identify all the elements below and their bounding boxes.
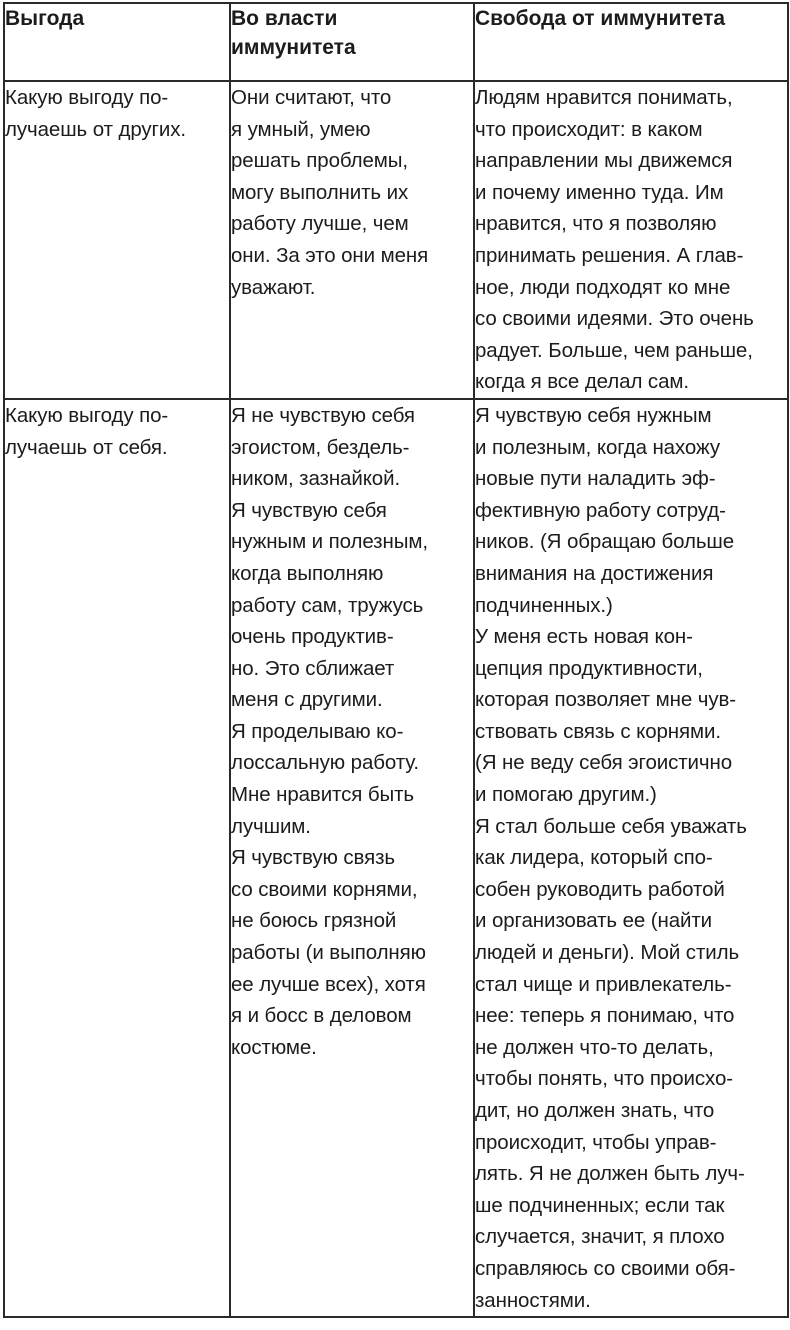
text-line: У меня есть новая кон- <box>475 625 693 649</box>
text-line: лять. Я не должен быть луч- <box>475 1162 745 1186</box>
text-line: лучаешь от себя. <box>5 435 168 459</box>
text-line: Я чувствую себя <box>231 498 387 522</box>
text-line: не должен что-то делать, <box>475 1035 714 1059</box>
text-line: Мне нравится быть <box>231 783 415 807</box>
text-line: меня с другими. <box>231 688 383 712</box>
header-line: Выгода <box>5 7 85 30</box>
text-line: собен руководить работой <box>475 877 725 901</box>
text-line: нее: теперь я понимаю, что <box>475 1004 735 1028</box>
text-line: ником, зазнайкой. <box>231 467 401 491</box>
text-line: как лидера, который спо- <box>475 846 713 870</box>
text-line: чтобы понять, что происхо- <box>475 1067 733 1091</box>
header-line: Свобода от иммунитета <box>475 7 726 30</box>
text-line: нравится, что я позволяю <box>475 212 717 236</box>
text-line: очень продуктив- <box>231 625 394 649</box>
text-line: Я стал больше себя уважать <box>475 814 747 838</box>
text-line: справляюсь со своими обя- <box>475 1256 736 1280</box>
text-line: стал чище и привлекатель- <box>475 972 732 996</box>
text-line: внимания на достижения <box>475 561 714 585</box>
row1-benefit-cell <box>4 81 230 399</box>
text-line: людей и деньги). Мой стиль <box>475 941 740 965</box>
text-line: направлении мы движемся <box>475 149 733 173</box>
text-line: Я не чувствую себя <box>231 403 415 427</box>
row1-free-cell <box>474 81 788 399</box>
text-line: Они считают, что <box>231 86 392 109</box>
text-line: уважают. <box>231 275 316 299</box>
text-line: эгоистом, бездель- <box>231 435 410 459</box>
text-line: дит, но должен знать, что <box>475 1099 715 1122</box>
text-line: случается, значит, я плохо <box>475 1225 725 1249</box>
text-line: которая позволяет мне чув- <box>475 688 737 712</box>
row2-under-immunity-cell <box>230 399 474 1317</box>
text-line: Какую выгоду по- <box>5 403 169 427</box>
text-line: работу лучше, чем <box>231 212 409 236</box>
text-line: Какую выгоду по- <box>5 86 169 109</box>
header-free-from-immunity <box>474 3 788 81</box>
text-line: со своими идеями. Это очень <box>475 307 754 331</box>
text-line: Я чувствую связь <box>231 846 395 870</box>
text-line: я умный, умею <box>231 117 371 141</box>
text-line: (Я не веду себя эгоистично <box>475 751 733 775</box>
text-line: я и босс в деловом <box>231 1004 412 1028</box>
table-row <box>4 399 788 1317</box>
text-line: со своими корнями, <box>231 877 418 901</box>
text-line: когда выполняю <box>231 561 384 585</box>
text-line: ше подчиненных; если так <box>475 1193 725 1217</box>
text-line: нужным и полезным, <box>231 530 428 554</box>
text-line: Я чувствую себя нужным <box>475 403 712 427</box>
row2-free-cell <box>474 399 788 1317</box>
text-line: лучшим. <box>231 814 311 838</box>
text-line: они. За это они меня <box>231 243 429 267</box>
text-line: радует. Больше, чем раньше, <box>475 338 753 362</box>
header-line: иммунитета <box>231 36 356 59</box>
text-line: лоссальную работу. <box>231 751 419 775</box>
text-line: ее лучше всех), хотя <box>231 972 426 996</box>
text-line: но. Это сближает <box>231 656 395 680</box>
text-line: Я проделываю ко- <box>231 719 404 743</box>
text-line: костюме. <box>231 1035 317 1059</box>
text-line: работы (и выполняю <box>231 941 426 965</box>
text-line: что происходит: в каком <box>475 117 703 141</box>
header-benefit <box>4 3 230 81</box>
text-line: занностями. <box>475 1288 591 1312</box>
text-line: и полезным, когда нахожу <box>475 435 720 459</box>
text-line: новые пути наладить эф- <box>475 467 716 491</box>
text-line: и помогаю другим.) <box>475 783 657 807</box>
header-line: Во власти <box>231 7 338 30</box>
comparison-table <box>3 2 789 1318</box>
text-line: решать проблемы, <box>231 149 408 173</box>
text-line: и почему именно туда. Им <box>475 180 724 204</box>
row1-under-immunity-cell <box>230 81 474 399</box>
text-line: могу выполнить их <box>231 180 409 204</box>
header-under-immunity <box>230 3 474 81</box>
text-line: когда я все делал сам. <box>475 370 689 394</box>
text-line: и организовать ее (найти <box>475 909 713 933</box>
text-line: лучаешь от других. <box>5 117 187 141</box>
text-line: цепция продуктивности, <box>475 656 703 680</box>
text-line: происходит, чтобы управ- <box>475 1130 717 1154</box>
text-line: работу сам, тружусь <box>231 593 424 617</box>
text-line: ников. (Я обращаю больше <box>475 530 735 554</box>
text-line: подчиненных.) <box>475 593 613 617</box>
text-line: ствовать связь с корнями. <box>475 719 721 743</box>
text-line: принимать решения. А глав- <box>475 243 744 267</box>
text-line: фективную работу сотруд- <box>475 498 726 522</box>
header-row <box>4 3 788 81</box>
row2-benefit-cell <box>4 399 230 1317</box>
text-line: ное, люди подходят ко мне <box>475 275 731 299</box>
text-line: не боюсь грязной <box>231 909 397 933</box>
text-line: Людям нравится понимать, <box>475 86 733 109</box>
table-row <box>4 81 788 399</box>
